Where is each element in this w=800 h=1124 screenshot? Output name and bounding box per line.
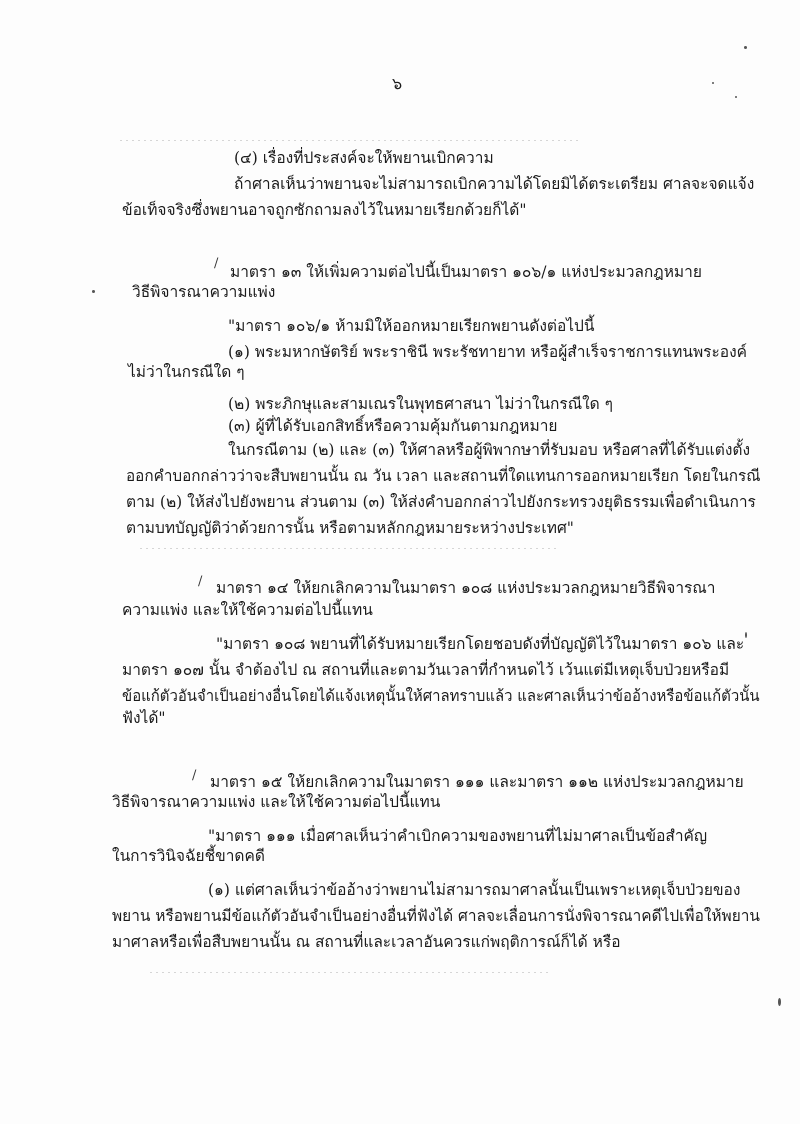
text-line: ฟังได้"	[122, 709, 166, 727]
text-line: (๑) แต่ศาลเห็นว่าข้ออ้างว่าพยานไม่สามารถมาศาลนั้นเป็นเพราะเหตุเจ็บป่วยของ	[208, 881, 741, 899]
text-line: ในกรณีตาม (๒) และ (๓) ให้ศาลหรือผู้พิพากษาที่รับมอบ หรือศาลที่ได้รับแต่งตั้ง	[228, 441, 751, 459]
scan-speck	[735, 96, 737, 98]
text-line: ออกคำบอกกล่าวว่าจะสืบพยานนั้น ณ วัน เวลา และสถานที่ใดแทนการออกหมายเรียก โดยในกรณี	[126, 467, 761, 485]
scan-noise-low	[150, 972, 550, 973]
scan-speck	[745, 632, 747, 638]
text-line: วิธีพิจารณาความแพ่ง และให้ใช้ความต่อไปนี้แทน	[112, 793, 441, 811]
text-line: (๒) พระภิกษุและสามเณรในพุทธศาสนา ไม่ว่าในกรณีใด ๆ	[228, 395, 613, 413]
text-line: (๓) ผู้ที่ได้รับเอกสิทธิ์หรือความคุ้มกันตามกฎหมาย	[228, 417, 558, 435]
check-mark: /	[214, 256, 219, 271]
text-line: ถ้าศาลเห็นว่าพยานจะไม่สามารถเบิกความได้โดยมิได้ตระเตรียม ศาลจะจดแจ้ง	[234, 175, 755, 193]
section-heading: มาตรา ๑๔ ให้ยกเลิกความในมาตรา ๑๐๘ แห่งประมวลกฎหมายวิธีพิจารณา	[216, 579, 716, 597]
scan-speck	[744, 46, 747, 49]
text-line: ข้อเท็จจริงซึ่งพยานอาจถูกซักถามลงไว้ในหมายเรียกด้วยก็ได้"	[122, 201, 527, 219]
text-line: "มาตรา ๑๐๖/๑ ห้ามมิให้ออกหมายเรียกพยานดังต่อไปนี้	[228, 317, 595, 335]
text-line: ตาม (๒) ให้ส่งไปยังพยาน ส่วนตาม (๓) ให้ส่งคำบอกกล่าวไปยังกระทรวงยุติธรรมเพื่อดำเนินการ	[126, 493, 756, 511]
scan-speck	[712, 82, 714, 84]
text-line: มาศาลหรือเพื่อสืบพยานนั้น ณ สถานที่และเวลาอันควรแก่พฤติการณ์ก็ได้ หรือ	[112, 933, 621, 951]
section-heading: มาตรา ๑๕ ให้ยกเลิกความในมาตรา ๑๑๑ และมาตรา ๑๑๒ แห่งประมวลกฎหมาย	[210, 773, 744, 791]
text-line: (๔) เรื่องที่ประสงค์จะให้พยานเบิกความ	[234, 149, 494, 167]
text-line: ข้อแก้ตัวอันจำเป็นอย่างอื่นโดยได้แจ้งเหตุนั้นให้ศาลทราบแล้ว และศาลเห็นว่าข้ออ้างหรือข้อแก้ตัวนั้น	[122, 687, 760, 705]
check-mark: /	[192, 768, 197, 783]
text-line: (๑) พระมหากษัตริย์ พระราชินี พระรัชทายาท หรือผู้สำเร็จราชการแทนพระองค์	[228, 343, 748, 361]
text-line: "มาตรา ๑๐๘ พยานที่ได้รับหมายเรียกโดยชอบดังที่บัญญัติไว้ในมาตรา ๑๐๖ และ	[216, 635, 745, 653]
text-line: พยาน หรือพยานมีข้อแก้ตัวอันจำเป็นอย่างอื่นที่ฟังได้ ศาลจะเลื่อนการนั่งพิจารณาคดีไปเพื่อให้พยาน	[112, 907, 760, 925]
text-line: วิธีพิจารณาความแพ่ง	[132, 283, 276, 301]
text-line: ตามบทบัญญัติว่าด้วยการนั้น หรือตามหลักกฎหมายระหว่างประเทศ"	[126, 519, 574, 537]
page-number: ๖	[392, 74, 403, 93]
check-mark: /	[198, 574, 203, 589]
text-line: ความแพ่ง และให้ใช้ความต่อไปนี้แทน	[122, 601, 373, 619]
text-line: ในการวินิจฉัยชี้ขาดคดี	[112, 847, 265, 865]
scan-noise-mid	[140, 548, 560, 549]
scan-noise-top	[120, 140, 580, 141]
text-line: มาตรา ๑๐๗ นั้น จำต้องไป ณ สถานที่และตามวันเวลาที่กำหนดไว้ เว้นแต่มีเหตุเจ็บป่วยหรือมี	[122, 661, 730, 679]
section-heading: มาตรา ๑๓ ให้เพิ่มความต่อไปนี้เป็นมาตรา ๑๐๖/๑ แห่งประมวลกฎหมาย	[230, 263, 702, 281]
text-line: "มาตรา ๑๑๑ เมื่อศาลเห็นว่าคำเบิกความของพยานที่ไม่มาศาลเป็นข้อสำคัญ	[208, 827, 708, 845]
text-line: ไม่ว่าในกรณีใด ๆ	[128, 363, 245, 381]
scan-speck	[92, 290, 95, 293]
scan-speck	[778, 998, 781, 1006]
